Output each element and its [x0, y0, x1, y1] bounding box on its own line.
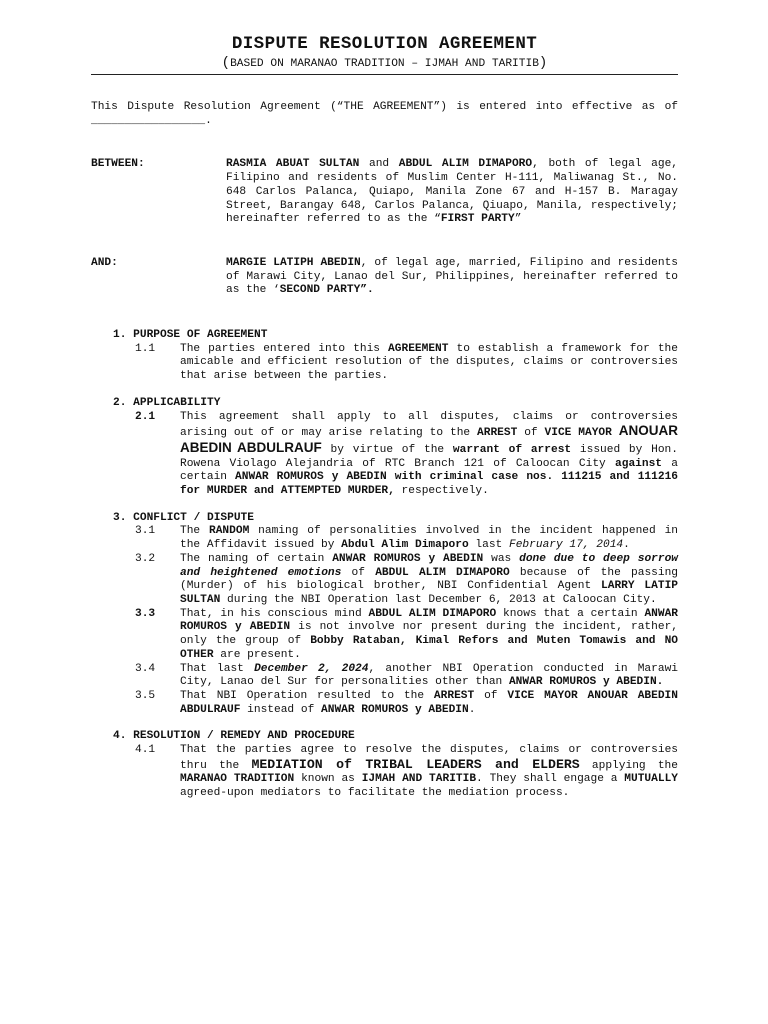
agreement-sections: [91, 329, 678, 801]
clause-3-3: [113, 608, 678, 663]
clause-text: The naming of certain ANWAR ROMUROS y ABEDIN was done due to deep sorrow and heightened emotions of ABDUL ALIM DIMAPORO because of the passing (Murder) of his biological brother, NBI Confidential Agent LARRY LATIP SULTAN during the NBI Operation last December 6, 2013 at Caloocan City.: [180, 552, 679, 606]
clause-text: That the parties agree to resolve the disputes, claims or controversies thru the MEDIATION of TRIBAL LEADERS and ELDERS applying the MARANAO TRADITION known as IJMAH AND TARITIB. They shall engage a MUTUALLY agreed-upon mediators to facilitate the mediation process.: [180, 744, 678, 800]
subtitle-close-paren: ): [538, 55, 548, 71]
clause-number: 1.1: [135, 342, 156, 355]
section-heading: 3. CONFLICT / DISPUTE: [113, 511, 254, 524]
clause-number: 3.3: [135, 607, 156, 620]
clause-text: The parties entered into this AGREEMENT to establish a framework for the amicable and efficient resolution of the disputes, claims or controversies that arise between the parties.: [180, 342, 678, 383]
clause-text: That NBI Operation resulted to the ARREST of VICE MAYOR ANOUAR ABEDIN ABDULRAUF instead of ANWAR ROMUROS y ABEDIN.: [180, 689, 678, 716]
clause-2-1: [113, 411, 678, 499]
clause-1-1: [113, 343, 678, 384]
clause-4-1: [113, 744, 678, 801]
section-heading: 2. APPLICABILITY: [113, 396, 221, 409]
clause-number: 3.2: [135, 552, 156, 565]
clause-number: 3.1: [135, 525, 156, 538]
clause-3-1: [113, 525, 678, 552]
second-party-text: MARGIE LATIPH ABEDIN, of legal age, married, Filipino and residents of Marawi City, Lanao del Sur, Philippines, hereinafter referred to as the ‘SECOND PARTY”.: [226, 256, 678, 297]
clause-3-2: [113, 553, 678, 608]
clause-text: The RANDOM naming of personalities involved in the incident happened in the Affidavit issued by Abdul Alim Dimaporo last February 17, 2014.: [180, 525, 679, 552]
first-party-text: RASMIA ABUAT SULTAN and ABDUL ALIM DIMAPORO, both of legal age, Filipino and residents of Muslim Center H-111, Maliwanag St., No. 648 Carlos Palanca, Quiapo, Manila Zone 67 and H-157 B. Maragay Street, Barangay 648, Carlos Palanca, Qiuapo, Manila, respectively; hereinafter referred to as the “FIRST PARTY”: [226, 158, 679, 226]
clause-3-4: [113, 663, 678, 690]
section-4: [113, 730, 678, 801]
subtitle-text: BASED ON MARANAO TRADITION – IJMAH AND TARITIB: [230, 58, 539, 70]
second-party-label: AND:: [91, 256, 118, 269]
section-heading: 1. PURPOSE OF AGREEMENT: [113, 329, 268, 342]
document-title: DISPUTE RESOLUTION AGREEMENT: [231, 34, 538, 54]
clause-3-5: [113, 690, 678, 717]
section-heading: 4. RESOLUTION / REMEDY AND PROCEDURE: [113, 730, 355, 743]
section-2: [113, 397, 678, 499]
document-subtitle: [91, 56, 678, 71]
clause-text: That last December 2, 2024, another NBI Operation conducted in Marawi City, Lanao del Sur for personalities other than ANWAR ROMUROS y ABEDIN.: [180, 662, 679, 689]
clause-text: That, in his conscious mind ABDUL ALIM DIMAPORO knows that a certain ANWAR ROMUROS y ABEDIN is not involve nor present during the incident, rather, only the group of Bobby Rataban, Kimal Refors and Muten Tomawis and NO OTHER are present.: [180, 607, 679, 661]
clause-number: 3.5: [135, 689, 156, 702]
clause-text: This agreement shall apply to all disputes, claims or controversies arising out of or may arise relating to the ARREST of VICE MAYOR ANOUAR ABEDIN ABDULRAUF by virtue of the warrant of arrest issued by Hon. Rowena Violago Alejandria of RTC Branch 121 of Caloocan City against a certain ANWAR ROMUROS y ABEDIN with criminal case nos. 111215 and 111216 for MURDER and ATTEMPTED MURDER, respectively.: [180, 410, 679, 498]
subtitle-open-paren: (: [221, 55, 231, 71]
first-party-block: [91, 158, 678, 227]
first-party-label: BETWEEN:: [91, 158, 145, 171]
section-3: [113, 512, 678, 718]
clause-number: 2.1: [135, 410, 156, 423]
clause-number: 3.4: [135, 662, 156, 675]
title-divider: [91, 74, 678, 75]
second-party-block: [91, 257, 678, 298]
section-1: [113, 329, 678, 384]
intro-paragraph: This Dispute Resolution Agreement (“THE AGREEMENT”) is entered into effective as of _________________.: [91, 101, 678, 127]
clause-number: 4.1: [135, 744, 156, 757]
